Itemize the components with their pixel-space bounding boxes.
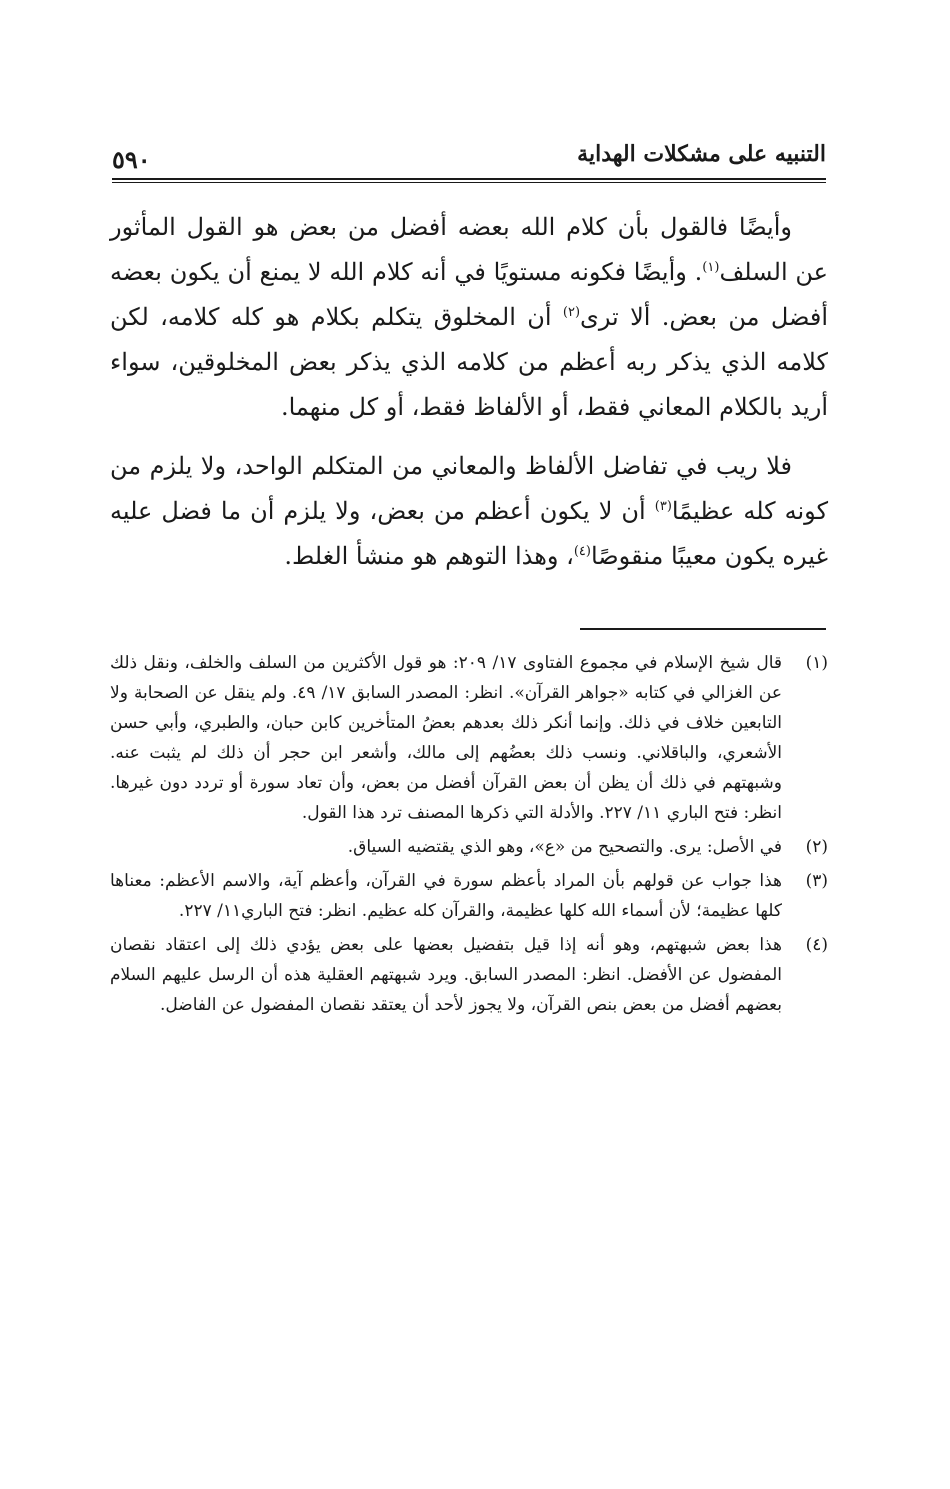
footnote-ref: (١)	[702, 260, 720, 275]
main-text	[110, 205, 828, 579]
footnote-text: في الأصل: يرى. والتصحيح من «ع»، وهو الذي يقتضيه السياق.	[347, 837, 782, 857]
text-segment: ، وهذا التوهم هو منشأ الغلط.	[284, 542, 574, 570]
header-divider	[112, 178, 826, 183]
text-segment: أن لا يكون أعظم من بعض، ولا يلزم أن ما فضل عليه غيره يكون معيبًا منقوصًا	[110, 497, 828, 570]
text-segment: . وأيضًا فكونه مستويًا في أنه كلام الله لا يمنع أن يكون بعضه أفضل من بعض. ألا ترى	[110, 258, 829, 331]
footnote-number: (٢)	[805, 837, 828, 857]
footnote-text: هذا بعض شبهتهم، وهو أنه إذا قيل بتفضيل بعضها على بعض يؤدي ذلك إلى اعتقاد نقصان المفضول عن الأفضل. انظر: المصدر السابق. ويرد شبهتهم العقلية هذه أن الرسل عليهم السلام بعضهم أفضل من بعض بنص القرآن، ولا يجوز لأحد أن يعتقد نقصان المفضول عن الفاضل.	[110, 935, 782, 1015]
book-title: التنبيه على مشكلات الهداية	[577, 141, 826, 167]
footnote-number: (٤)	[805, 935, 828, 955]
footnote-ref: (٤)	[573, 544, 591, 559]
paragraph	[110, 205, 828, 430]
text-segment: فلا ريب في تفاضل الألفاظ والمعاني من المتكلم الواحد، ولا يلزم من كونه كله عظيمًا	[110, 452, 828, 525]
footnote-divider	[580, 628, 826, 630]
footnotes	[110, 648, 828, 1024]
running-header	[112, 136, 826, 176]
footnote	[110, 930, 828, 1020]
footnote	[110, 832, 828, 862]
text-segment: وأيضًا فالقول بأن كلام الله بعضه أفضل من بعض هو القول المأثور عن السلف	[110, 213, 828, 286]
text-segment: أن المخلوق يتكلم بكلام هو كله كلامه، لكن كلامه الذي يذكر ربه أعظم من كلامه الذي يذكر بعض المخلوقين، سواء أريد بالكلام المعاني فقط، أو الألفاظ فقط، أو كل منهما.	[110, 303, 828, 421]
footnote	[110, 866, 828, 926]
footnote-ref: (٣)	[654, 499, 672, 514]
footnote-number: (٣)	[805, 871, 828, 891]
footnote-text: قال شيخ الإسلام في مجموع الفتاوى ١٧/ ٢٠٩: هو قول الأكثرين من السلف والخلف، ونقل ذلك عن الغزالي في كتابه «جواهر القرآن». انظر: المصدر السابق ١٧/ ٤٩. ولم ينقل عن الصحابة ولا التابعين خلاف في ذلك. وإنما أنكر ذلك بعدهم بعضُ المتأخرين كابن حبان، والطبري، وأبي حسن الأشعري، والباقلاني. ونسب ذلك بعضُهم إلى مالك، وأشعر ابن حجر أن ذلك لم يثبت عنه. وشبهتهم في ذلك أن يظن أن بعض القرآن أفضل من بعض، وأن تعاد سورة أو تردد دون غيرها. انظر: فتح الباري ١١/ ٢٢٧. والأدلة التي ذكرها المصنف ترد هذا القول.	[110, 653, 783, 823]
footnote-text: هذا جواب عن قولهم بأن المراد بأعظم سورة في القرآن، وأعظم آية، والاسم الأعظم: معناها كلها عظيمة؛ لأن أسماء الله كلها عظيمة، والقرآن كله عظيم. انظر: فتح الباري١١/ ٢٢٧.	[110, 871, 782, 921]
page-number: ٥٩٠	[112, 145, 151, 174]
footnote-number: (١)	[805, 653, 828, 673]
paragraph	[110, 444, 828, 579]
footnote	[110, 648, 828, 828]
footnote-ref: (٢)	[562, 305, 581, 320]
